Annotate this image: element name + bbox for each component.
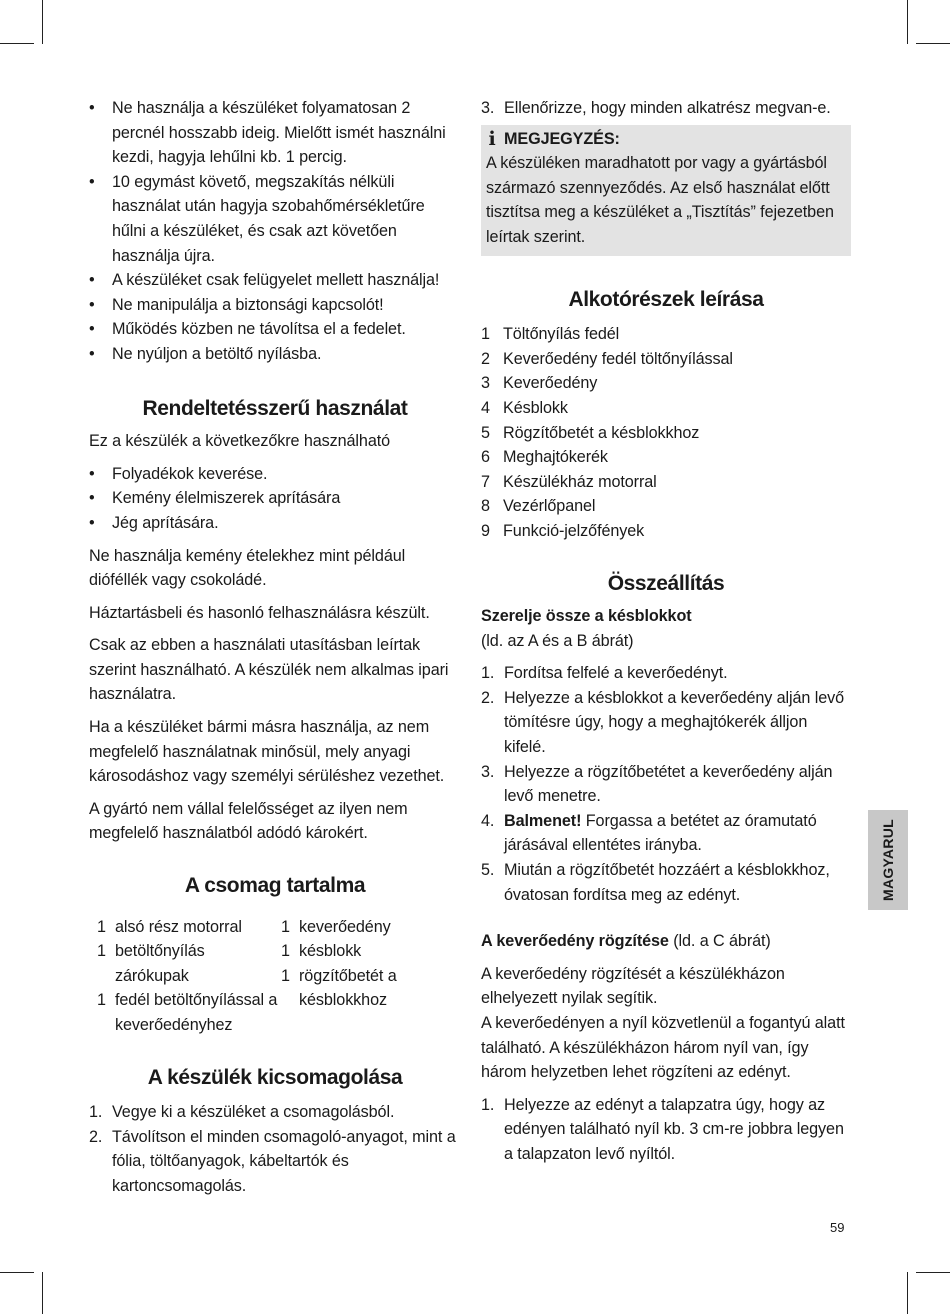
- package-column: [281, 915, 449, 1038]
- list-item: • Folyadékok keverése.: [89, 462, 461, 487]
- list-item: [481, 347, 851, 372]
- item-text: fedél betöltőnyílással a keverőedényhez: [115, 991, 278, 1034]
- list-item: [481, 396, 851, 421]
- language-tab: [868, 810, 908, 910]
- page-number: 59: [830, 1220, 845, 1235]
- step-number: 2.: [481, 688, 495, 707]
- section-heading: Rendeltetésszerű használat: [142, 396, 408, 420]
- paragraph: Csak az ebben a használati utasításban leírtak szerint használható. A készülék nem alkalmas ipari használatra.: [89, 636, 449, 704]
- quantity: 1: [281, 966, 290, 985]
- right-column: [481, 96, 851, 1175]
- quantity: 1: [97, 917, 106, 936]
- paragraph: Háztartásbeli és hasonló felhasználásra készült.: [89, 603, 430, 622]
- paragraph: A keverőedényen a nyíl közvetlenül a fogantyú alatt található. A készülékházon három nyíl van, így három helyzetben lehet rögzíteni az edényt.: [481, 1014, 845, 1082]
- language-label: MAGYARUL: [880, 819, 896, 901]
- subheading: A keverőedény rögzítése: [481, 932, 669, 951]
- part-number: 7: [481, 472, 490, 491]
- list-item: [481, 371, 851, 396]
- list-item: [481, 96, 851, 121]
- step-text: Vegye ki a készüléket a csomagolásból.: [112, 1103, 395, 1122]
- list-item: • Ne nyúljon a betöltő nyílásba.: [89, 342, 461, 367]
- crop-mark: [916, 43, 950, 44]
- info-icon: i: [488, 127, 496, 150]
- step-text: Helyezze a rögzítőbetétet a keverőedény alján levő menetre.: [504, 762, 833, 806]
- list-item: [481, 470, 851, 495]
- crop-mark: [907, 1272, 908, 1314]
- package-contents: [97, 915, 461, 1038]
- list-item: • Működés közben ne távolítsa el a fedelet.: [89, 317, 461, 342]
- list-item: • A készüléket csak felügyelet mellett használja!: [89, 268, 461, 293]
- part-number: 1: [481, 325, 490, 344]
- list-item: • Ne használja a készüléket folyamatosan 2 percnél hosszabb ideig. Mielőtt ismét használni kezdi, hagyja lehűlni kb. 1 percig.: [89, 96, 461, 170]
- list-item: [481, 322, 851, 347]
- note-title: MEGJEGYZÉS:: [504, 129, 620, 148]
- part-number: 2: [481, 349, 490, 368]
- step-number: 1.: [89, 1103, 103, 1122]
- crop-mark: [42, 1272, 43, 1314]
- part-text: Keverőedény: [503, 374, 598, 393]
- list-item: [481, 494, 851, 519]
- package-item: [281, 915, 449, 940]
- step-text: Miután a rögzítőbetét hozzáért a késblokkhoz, óvatosan fordítsa meg az edényt.: [504, 861, 830, 904]
- step-number: 1.: [481, 664, 495, 683]
- note-header: [486, 127, 847, 152]
- section-heading: Összeállítás: [607, 571, 725, 595]
- quantity: 1: [97, 942, 106, 961]
- list-item: [481, 760, 851, 809]
- part-number: 5: [481, 423, 490, 442]
- step-text: Ellenőrizze, hogy minden alkatrész megvan-e.: [504, 99, 831, 117]
- figure-reference: (ld. a C ábrát): [668, 932, 771, 951]
- step-emphasis: Balmenet!: [504, 811, 582, 830]
- assembly-steps: [481, 661, 851, 907]
- part-text: Meghajtókerék: [503, 448, 608, 467]
- note-box: [481, 125, 851, 256]
- use-list: [89, 462, 461, 536]
- list-item: [89, 1100, 461, 1125]
- crop-mark: [916, 1272, 950, 1273]
- list-item: • 10 egymást követő, megszakítás nélküli használat után hagyja szobahőmérsékletűre hűlni a készüléket, és csak azt követően használja újra.: [89, 170, 461, 268]
- item-text: rögzítőbetét a késblokkhoz: [299, 966, 397, 1010]
- package-item: [97, 939, 281, 988]
- package-item: [281, 939, 449, 964]
- check-step: [481, 96, 851, 121]
- subheading-line: [481, 929, 851, 954]
- list-item: [481, 519, 851, 544]
- part-number: 8: [481, 497, 490, 516]
- package-item: [97, 915, 281, 940]
- figure-reference: (ld. az A és a B ábrát): [481, 631, 634, 650]
- part-text: Funkció-jelzőfények: [503, 521, 645, 540]
- part-number: 6: [481, 448, 490, 467]
- left-column: [89, 96, 461, 1207]
- section-heading: A csomag tartalma: [184, 874, 366, 898]
- step-number: 5.: [481, 861, 495, 880]
- step-text: [504, 809, 851, 858]
- crop-mark: [0, 1272, 34, 1273]
- step-text-rest: Forgassa a betétet az óramutató járásával ellentétes irányba.: [504, 811, 817, 855]
- safety-list: [89, 96, 461, 367]
- crop-mark: [42, 0, 43, 44]
- paragraph: Ez a készülék a következőkre használható: [89, 432, 391, 451]
- part-number: 4: [481, 398, 490, 417]
- quantity: 1: [97, 991, 106, 1010]
- list-item: • Ne manipulálja a biztonsági kapcsolót!: [89, 293, 461, 318]
- unpacking-steps: [89, 1100, 461, 1198]
- step-number: 3.: [481, 762, 495, 781]
- quantity: 1: [281, 917, 290, 936]
- step-number: 1.: [481, 1095, 495, 1114]
- crop-mark: [907, 0, 908, 44]
- part-text: Vezérlőpanel: [503, 497, 596, 516]
- item-text: keverőedény: [299, 917, 391, 936]
- list-item: [481, 858, 851, 907]
- step-number: 3.: [481, 99, 495, 117]
- item-text: betöltőnyílás zárókupak: [115, 942, 205, 985]
- part-number: 3: [481, 374, 490, 393]
- step-text: Helyezze az edényt a talapzatra úgy, hogy az edényen található nyíl kb. 3 cm-re jobbra legyen a talapzaton levő nyíltól.: [504, 1095, 844, 1163]
- list-item: [89, 1125, 461, 1199]
- section-heading: Alkotórészek leírása: [568, 287, 764, 311]
- note-text: A készüléken maradhatott por vagy a gyártásból származó szennyeződés. Az első használat előtt tisztítsa meg a készüléket a „Tisztítás” fejezetben leírtak szerint.: [486, 154, 834, 246]
- list-item: [481, 809, 851, 858]
- quantity: 1: [281, 942, 290, 961]
- step-text: Fordítsa felfelé a keverőedényt.: [504, 664, 728, 683]
- list-item: [481, 421, 851, 446]
- part-text: Késblokk: [503, 398, 568, 417]
- package-item: [97, 988, 281, 1037]
- crop-mark: [0, 43, 34, 44]
- item-text: késblokk: [299, 942, 362, 961]
- subheading: Szerelje össze a késblokkot: [481, 607, 692, 626]
- paragraph: Ha a készüléket bármi másra használja, az nem megfelelő használatnak minősül, mely anyagi károsodáshoz vagy személyi sérüléshez vezethet.: [89, 718, 445, 786]
- part-text: Töltőnyílás fedél: [503, 325, 620, 344]
- section-heading: A készülék kicsomagolása: [147, 1065, 403, 1089]
- step-number: 2.: [89, 1127, 103, 1146]
- list-item: • Kemény élelmiszerek aprítására: [89, 486, 461, 511]
- step-text: Távolítson el minden csomagoló-anyagot, mint a fólia, töltőanyagok, kábeltartók és kartoncsomagolás.: [112, 1127, 456, 1195]
- list-item: • Jég aprítására.: [89, 511, 461, 536]
- paragraph: A keverőedény rögzítését a készülékházon elhelyezett nyilak segítik.: [481, 964, 785, 1008]
- part-text: Rögzítőbetét a késblokkhoz: [503, 423, 700, 442]
- list-item: [481, 445, 851, 470]
- package-item: [281, 964, 449, 1013]
- paragraph: Ne használja kemény ételekhez mint például dióféllék vagy csokoládé.: [89, 546, 406, 590]
- step-text: Helyezze a késblokkot a keverőedény alján levő tömítésre úgy, hogy a meghajtókerék álljon kifelé.: [504, 688, 845, 757]
- package-column: [97, 915, 281, 1038]
- part-text: Készülékház motorral: [503, 472, 657, 491]
- part-number: 9: [481, 521, 490, 540]
- parts-list: [481, 322, 851, 543]
- step-number: 4.: [481, 811, 495, 830]
- paragraph: A gyártó nem vállal felelősséget az ilyen nem megfelelő használatból adódó károkért.: [89, 799, 408, 843]
- list-item: [481, 686, 851, 760]
- fixing-steps: [481, 1093, 851, 1167]
- list-item: [481, 1093, 851, 1167]
- item-text: alsó rész motorral: [115, 917, 242, 936]
- list-item: [481, 661, 851, 686]
- part-text: Keverőedény fedél töltőnyílással: [503, 349, 733, 368]
